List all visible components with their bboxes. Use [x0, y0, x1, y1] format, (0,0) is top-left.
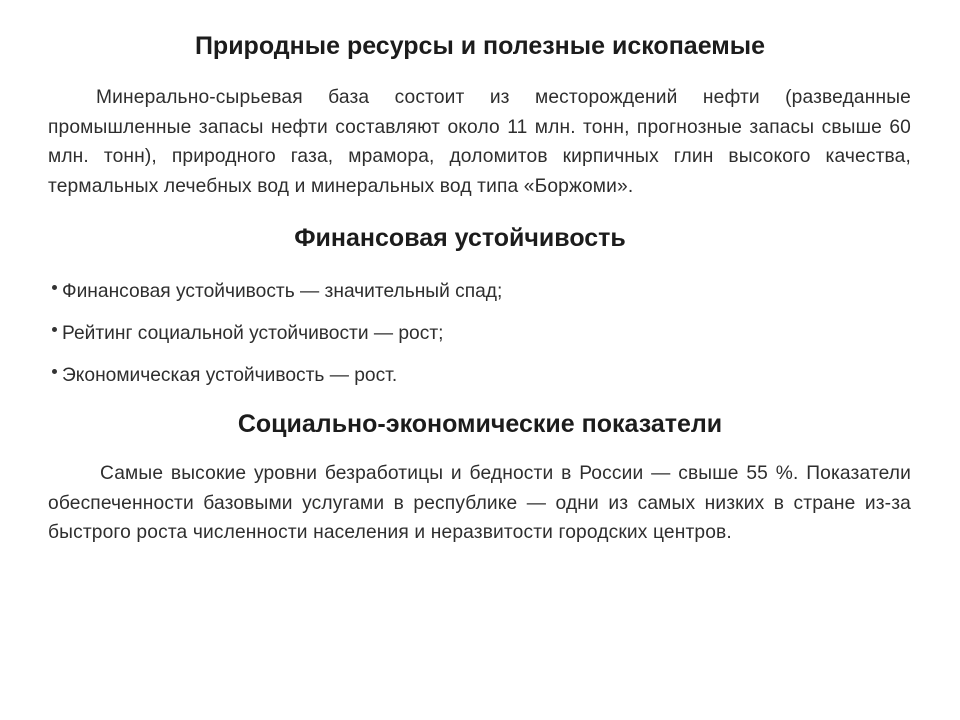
- list-item-text: Рейтинг социальной устойчивости — рост;: [62, 323, 444, 344]
- list-item: [52, 361, 502, 403]
- list-item: [52, 319, 502, 361]
- section-title-financial: Финансовая устойчивость: [294, 224, 626, 252]
- list-item-text: Экономическая устойчивость — рост.: [62, 365, 398, 386]
- section-title-resources: Природные ресурсы и полезные ископаемые: [194, 32, 766, 60]
- bullet-icon: [52, 327, 57, 332]
- list-item-text: Финансовая устойчивость — значительный спад;: [62, 281, 503, 302]
- financial-list: [52, 277, 502, 403]
- resources-paragraph: Минерально-сырьевая база состоит из месторождений нефти (разведанные промышленные запасы нефти составляют около 11 млн. тонн, прогнозные запасы свыше 60 млн. тонн), природного газа, мрамора, доломитов кирпичных глин высокого качества, термальных лечебных вод и минеральных вод типа «Боржоми».: [48, 87, 911, 197]
- bullet-icon: [52, 285, 57, 290]
- list-item: [52, 277, 502, 319]
- section-title-socio-economic: Социально-экономические показатели: [237, 410, 723, 438]
- bullet-icon: [52, 369, 57, 374]
- socio-economic-paragraph: Самые высокие уровни безработицы и бедности в России — свыше 55 %. Показатели обеспеченности базовыми услугами в республике — одни из самых низких в стране из-за быстрого роста численности населения и неразвитости городских центров.: [48, 463, 911, 543]
